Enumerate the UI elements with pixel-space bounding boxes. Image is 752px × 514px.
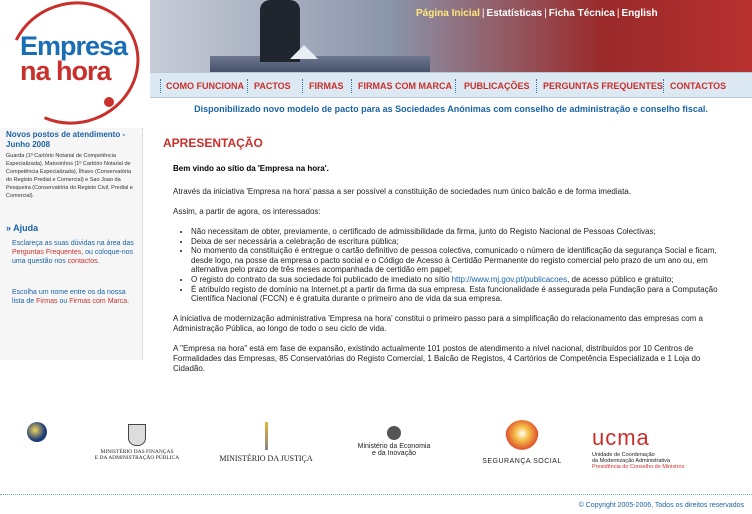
- benefits-list: [191, 227, 733, 304]
- nav-firms-with-brand[interactable]: FIRMAS COM MARCA: [358, 81, 452, 91]
- banner-arrow-icon: [290, 45, 318, 59]
- nav-divider: [247, 79, 249, 93]
- coat-of-arms-icon: [128, 424, 146, 446]
- nav-divider: [160, 79, 162, 93]
- logo-line-2: na hora: [20, 56, 111, 86]
- partner-line: E DA ADMINISTRAÇÃO PÚBLICA: [94, 455, 180, 461]
- faq-link[interactable]: Perguntas Frequentes: [12, 249, 82, 256]
- firms-link[interactable]: Firmas: [36, 298, 58, 305]
- top-nav-separator: |: [481, 8, 485, 19]
- firms-with-brand-link[interactable]: Firmas com Marca: [69, 298, 128, 305]
- sidebar-firms-text: [12, 288, 138, 306]
- nav-publications[interactable]: PUBLICAÇÕES: [464, 81, 530, 91]
- partner-ministerio-economia[interactable]: [348, 426, 440, 457]
- nav-divider: [455, 79, 457, 93]
- justice-candle-icon: [265, 422, 268, 450]
- nav-contacts[interactable]: CONTACTOS: [670, 81, 727, 91]
- page-title: APRESENTAÇÃO: [163, 136, 263, 150]
- partner-line: SEGURANÇA SOCIAL: [482, 458, 562, 465]
- sidebar-help-text: [12, 239, 138, 266]
- main-nav: [150, 72, 752, 98]
- partner-line: MINISTÉRIO DAS FINANÇAS: [100, 449, 174, 455]
- nav-firms[interactable]: FIRMAS: [309, 81, 344, 91]
- nav-divider: [663, 79, 665, 93]
- main-content: [163, 136, 733, 384]
- site-logo[interactable]: [0, 0, 150, 128]
- sidebar: [0, 128, 143, 360]
- top-nav-technical-sheet[interactable]: Ficha Técnica: [548, 8, 615, 19]
- help-text-segment: Escolha um nome entre os da nossa lista de: [12, 289, 126, 305]
- partner-line: Ministério da Economia: [357, 443, 431, 450]
- modernization-paragraph: A iniciativa de modernização administrativa 'Empresa na hora' constitui o primeiro passo para a simplificação do relacionamento das empresas com a Administração Pública, ao longo de todo o seu ciclo de vida.: [173, 313, 703, 333]
- portugal-globe-icon[interactable]: [27, 422, 47, 442]
- publications-site-link[interactable]: http://www.mj.gov.pt/publicacoes: [451, 274, 568, 284]
- top-nav-statistics[interactable]: Estatísticas: [486, 8, 543, 19]
- help-text-segment: .: [97, 258, 100, 265]
- list-item-text: , de acesso público e gratuito;: [567, 274, 674, 284]
- help-text-segment: , ou coloque-nos uma questão nos: [12, 249, 134, 265]
- logo-line-1: Empresa: [20, 31, 128, 61]
- logo-dot: [104, 97, 114, 107]
- nav-divider: [302, 79, 304, 93]
- partner-ucma[interactable]: [592, 426, 724, 470]
- help-text-segment: Esclareça as suas dúvidas na área das: [12, 240, 134, 247]
- partner-line: Unidade de Coordenação: [592, 452, 655, 458]
- welcome-text: Bem vindo ao sítio da 'Empresa na hora'.: [173, 164, 329, 173]
- footer: [0, 494, 752, 514]
- nav-divider: [536, 79, 538, 93]
- partner-seguranca-social[interactable]: [476, 420, 568, 465]
- top-nav: [416, 8, 658, 19]
- banner-road-image: [210, 56, 430, 72]
- top-nav-separator: |: [616, 8, 620, 19]
- contacts-link[interactable]: contactos: [67, 258, 98, 265]
- list-item: • Deixa de ser necessária a celebração de escritura pública;: [191, 237, 733, 247]
- expansion-paragraph: A "Empresa na hora" está em fase de expansão, existindo actualmente 101 postos de atendimento a nível nacional, distribuídos por 10 Centros de Formalidades das Empresas, 85 Conservatórias do Registo Comercial, 1 Balcão de Registos, 4 Cartórios de Competência Especializada e 1 Loja do Cidadão.: [173, 343, 701, 373]
- partner-line: MINISTÉRIO DA JUSTIÇA: [219, 454, 313, 463]
- nav-pacts[interactable]: PACTOS: [254, 81, 291, 91]
- coat-of-arms-icon: [387, 426, 401, 440]
- list-item-text: O registo do contrato da sua sociedade foi publicado de imediato no sítio: [191, 274, 452, 284]
- nav-how-it-works[interactable]: COMO FUNCIONA: [166, 81, 244, 91]
- copyright-text: © Copyright 2005-2006, Todos os direitos reservados: [578, 502, 744, 509]
- partner-logos: [0, 418, 752, 480]
- news-notice-link[interactable]: Disponibilizado novo modelo de pacto para as Sociedades Anónimas com conselho de administração e conselho fiscal.: [194, 104, 708, 114]
- sidebar-help-title: » Ajuda: [6, 223, 39, 233]
- partner-line: Presidência do Conselho de Ministros: [592, 464, 685, 470]
- partner-ministerio-justica[interactable]: [210, 422, 322, 463]
- list-item: • Não necessitam de obter, previamente, o certificado de admissibilidade da firma, junto do Registo Nacional de Pessoas Colectivas;: [191, 227, 733, 237]
- top-nav-home[interactable]: Página Inicial: [416, 8, 480, 19]
- ucma-logo-text: ucma: [592, 425, 650, 450]
- list-item: • No momento da constituição é entregue o cartão definitivo de pessoa colectiva, comunicado o número de identificação da segurança Social e ficam, desde logo, na posse da empresa o pacto social e o Código de Acesso à Certidão Permanente do registo comercial pelo prazo de um ano ou, em alternativa pelo prazo de três meses acompanhada de certidão em papel;: [191, 246, 733, 275]
- list-item: [191, 275, 733, 285]
- partner-line: e da Inovação: [372, 450, 416, 457]
- partner-line: da Modernização Administrativa: [592, 458, 670, 464]
- partner-ministerio-financas[interactable]: [82, 424, 192, 461]
- help-text-segment: .: [127, 298, 130, 305]
- help-text-segment: ou: [57, 298, 70, 305]
- nav-faq[interactable]: PERGUNTAS FREQUENTES: [543, 81, 663, 91]
- intro-paragraph: Através da iniciativa 'Empresa na hora' passa a ser possível a constituição de sociedades num único balcão e de forma imediata.: [173, 187, 631, 196]
- top-nav-separator: |: [544, 8, 547, 19]
- list-intro: Assim, a partir de agora, os interessados:: [173, 207, 321, 216]
- sidebar-news-title[interactable]: Novos postos de atendimento - Junho 2008: [6, 130, 126, 149]
- sidebar-news-body: Guarda (1º Cartório Notarial de Competência Especializada), Matosinhos (1º Cartório Notarial de Competência Especializada), Ílhavo (Conservatória do Registo Predial e Comercial) e Sao Joao da Pesqueira (Conservatória do Registo Civil, Predial e Comercial).: [6, 153, 133, 199]
- top-nav-english[interactable]: English: [621, 8, 658, 19]
- social-security-icon: [505, 420, 539, 454]
- nav-divider: [351, 79, 353, 93]
- list-item: • É atribuído registo de domínio na Internet.pt a partir da firma da sua empresa. Esta funcionalidade é assegurada pela Fundação para a Computação Científica Nacional (FCCN) e é gratuita durante o primeiro ano de vida da sua empresa.: [191, 285, 733, 304]
